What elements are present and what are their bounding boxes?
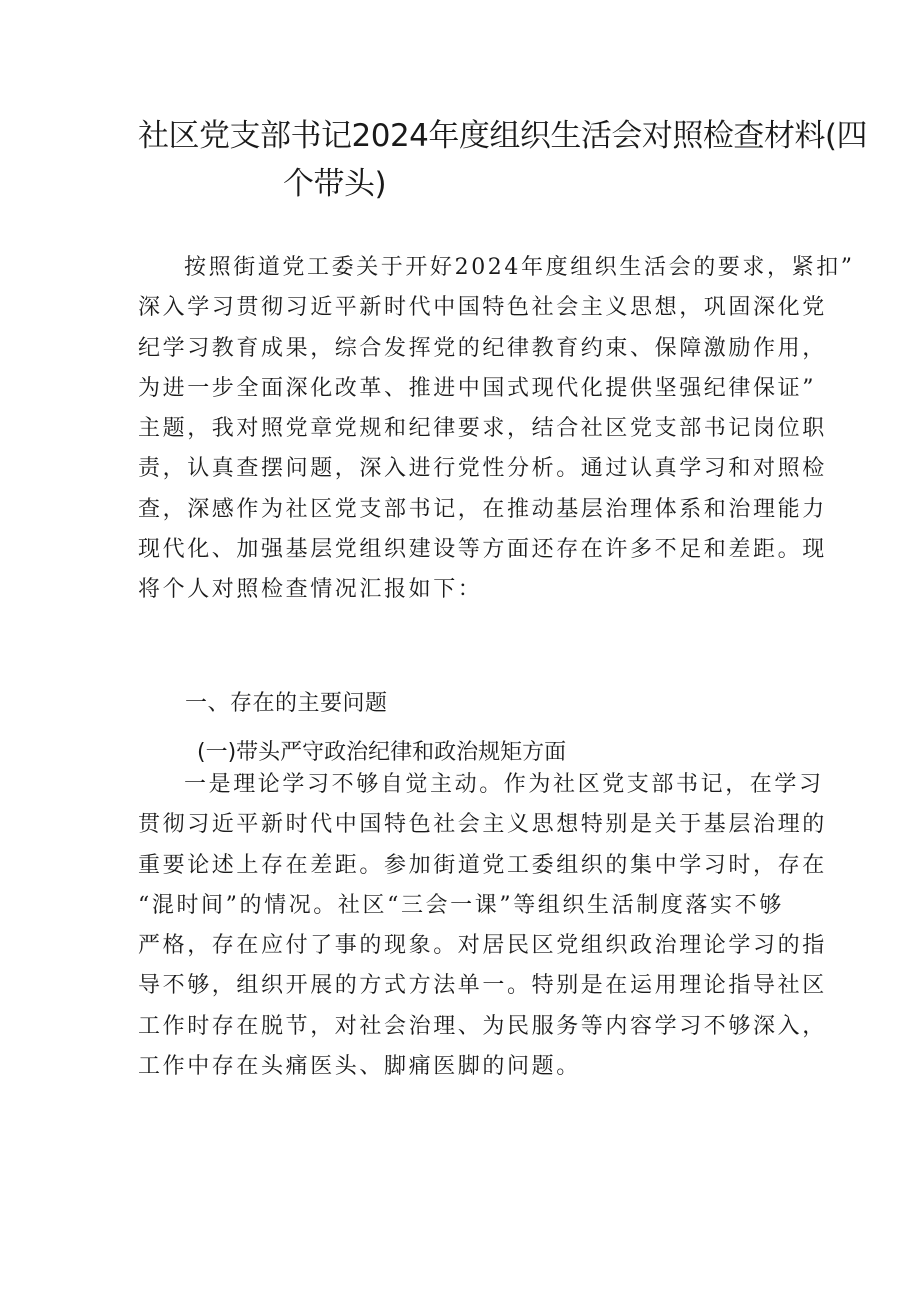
text-line: 责，认真查摆问题，深入进行党性分析。通过认真学习和对照检 (138, 456, 827, 482)
text-line: 查，深感作为社区党支部书记，在推动基层治理体系和治理能力 (138, 496, 827, 522)
intro-paragraph (138, 248, 855, 611)
text-line: 按照街道党工委关于开好2024年度组织生活会的要求，紧扣” (184, 255, 855, 280)
text-line: 为进一步全面深化改革、推进中国式现代化提供坚强纪律保证” (138, 375, 817, 401)
text-line: 一是理论学习不够自觉主动。作为社区党支部书记，在学习 (184, 772, 824, 797)
section-heading-2: (一)带头严守政治纪律和政治规矩方面 (197, 740, 567, 765)
text-line: 工作中存在头痛医头、脚痛医脚的问题。 (138, 1054, 581, 1080)
section-paragraph (138, 765, 827, 1087)
text-line: 纪学习教育成果，综合发挥党的纪律教育约束、保障激励作用， (138, 335, 827, 361)
text-line: 工作时存在脱节，对社会治理、为民服务等内容学习不够深入， (138, 1013, 827, 1039)
text-line: 严格，存在应付了事的现象。对居民区党组织政治理论学习的指 (138, 933, 827, 959)
text-line: “混时间”的情况。社区“三会一课”等组织生活制度落实不够 (138, 892, 784, 918)
text-line: 重要论述上存在差距。参加街道党工委组织的集中学习时，存在 (138, 852, 827, 878)
text-line: 将个人对照检查情况汇报如下： (138, 577, 483, 603)
text-line: 深入学习贯彻习近平新时代中国特色社会主义思想，巩固深化党 (138, 295, 827, 321)
section-heading-1: 一、存在的主要问题 (185, 691, 388, 716)
text-line: 主题，我对照党章党规和纪律要求，结合社区党支部书记岗位职 (138, 416, 827, 442)
document-title-line-1: 社区党支部书记2024年度组织生活会对照检查材料(四 (138, 118, 867, 154)
text-line: 现代化、加强基层党组织建设等方面还存在许多不足和差距。现 (138, 537, 827, 563)
document-title-line-2: 个带头) (283, 166, 387, 202)
text-line: 贯彻习近平新时代中国特色社会主义思想特别是关于基层治理的 (138, 812, 827, 838)
text-line: 导不够，组织开展的方式方法单一。特别是在运用理论指导社区 (138, 973, 827, 999)
